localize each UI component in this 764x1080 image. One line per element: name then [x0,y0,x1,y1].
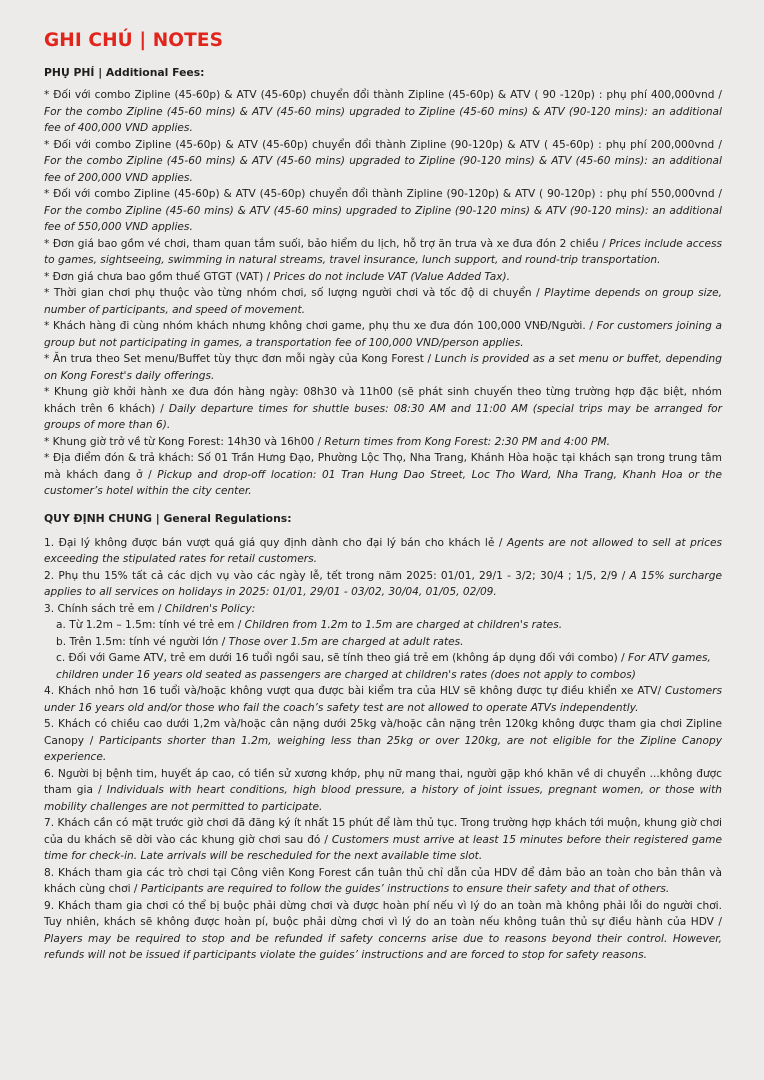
english-text: For the combo Zipline (45-60 mins) & ATV (45-60 mins) upgraded to Zipline (90-120 mins) & ATV (45-60 mins): an additional fee of 200,000 VND applies. [44,155,722,184]
vietnamese-text: b. Trên 1.5m: tính vé người lớn / [56,635,229,648]
english-text: For ATV games, children under 16 years old seated as passengers are charged at children's rates (does not apply to combos) [56,652,711,681]
vietnamese-text: * Đơn giá chưa bao gồm thuế GTGT (VAT) / [44,270,274,283]
vietnamese-text: * Đối với combo Zipline (45-60p) & ATV (45-60p) chuyển đổi thành Zipline (45-60p) & ATV ( 90 -120p) : phụ phí 400,000vnd / [44,89,722,101]
english-text: Prices do not include VAT (Value Added Tax). [273,270,510,283]
vietnamese-text: * Khung giờ khởi hành xe đưa đón hàng ngày: 08h30 và 11h00 (sẽ phát sinh chuyến theo từng trường hợp đặc biệt, nhóm khách trên 6 khách) / [44,386,722,415]
english-text: Return times from Kong Forest: 2:30 PM and 4:00 PM. [324,435,610,448]
regulation-item [44,568,722,601]
regulations-list [44,535,722,964]
vietnamese-text: * Ăn trưa theo Set menu/Buffet tùy thực đơn mỗi ngày của Kong Forest / [44,353,435,365]
english-text: Children's Policy: [164,602,256,615]
vietnamese-text: 5. Khách có chiều cao dưới 1,2m và/hoặc cân nặng dưới 25kg và/hoặc cân nặng trên 120kg không được tham gia chơi Zipline Canopy / [44,718,722,747]
notes-content [44,64,722,964]
vietnamese-text: 6. Người bị bệnh tim, huyết áp cao, có tiền sử xương khớp, phụ nữ mang thai, người gặp khó khăn về di chuyển ...không được tham gia / [44,767,722,796]
page-title: GHI CHÚ | NOTES [44,30,224,51]
fee-item [44,236,722,269]
english-text: Playtime depends on group size, number of participants, and speed of movement. [44,287,723,316]
english-text: Prices include access to games, sightseeing, swimming in natural streams, travel insurance, lunch support, and round-trip transportation. [44,237,722,266]
english-text: For the combo Zipline (45-60 mins) & ATV (45-60 mins) upgraded to Zipline (45-60 mins) & ATV (90-120 mins): an additional fee of 400,000 VND applies. [44,105,722,134]
vietnamese-text: * Đối với combo Zipline (45-60p) & ATV (45-60p) chuyển đổi thành Zipline (90-120p) & ATV ( 90-120p) : phụ phí 550,000vnd / [44,188,722,200]
vietnamese-text: 3. Chính sách trẻ em / [44,602,165,615]
english-text: Pickup and drop-off location: 01 Tran Hung Dao Street, Loc Tho Ward, Nha Trang, Khanh Hoa or the customer’s hotel within the city center. [44,468,723,497]
fee-item [44,269,722,286]
vietnamese-text: c. Đối với Game ATV, trẻ em dưới 16 tuổi ngồi sau, sẽ tính theo giá trẻ em (không áp dụng đối với combo) / [56,652,629,664]
regulation-item [44,617,722,634]
regulation-item [44,865,722,898]
english-text: Lunch is provided as a set menu or buffet, depending on Kong Forest's daily offerings. [44,353,722,382]
english-text: Players may be required to stop and be refunded if safety concerns arise due to reasons beyond their control. However, refunds will not be issued if participants violate the guides’ instructions and are forced to stop for safety reasons. [44,932,722,961]
regulation-item [44,683,722,716]
english-text: Customers must arrive at least 15 minutes before their registered game time for check-in. Late arrivals will be rescheduled for the next available time slot. [44,833,723,862]
regulation-item [44,535,722,568]
vietnamese-text: 9. Khách tham gia chơi có thể bị buộc phải dừng chơi và được hoàn phí nếu vì lý do an toàn mà không phải lỗi do người chơi. Tuy nhiên, khách sẽ không được hoàn pí, buộc phải dừng chơi vì lý do an toàn nếu không tuân thủ sự điều hành của HDV / [44,899,722,928]
fee-item [44,285,722,318]
fee-item [44,87,722,137]
regulation-item [44,601,722,618]
english-text: Participants shorter than 1.2m, weighing less than 25kg or over 120kg, are not eligible for the Zipline Canopy experience. [44,734,722,763]
english-text: Customers under 16 years old and/or those who fail the coach’s safety test are not allowed to operate ATVs independently. [44,685,722,714]
regulation-item [44,815,722,865]
fee-item [44,137,722,187]
vietnamese-text: 2. Phụ thu 15% tất cả các dịch vụ vào các ngày lễ, tết trong năm 2025: 01/01, 29/1 - 3/2; 30/4 ; 1/5, 2/9 / [44,569,630,582]
english-text: A 15% surcharge applies to all services on holidays in 2025: 01/01, 29/01 - 03/02, 30/04, 01/05, 02/09. [44,569,723,598]
english-text: Children from 1.2m to 1.5m are charged at children's rates. [244,619,563,631]
english-text: For the combo Zipline (45-60 mins) & ATV (45-60 mins) upgraded to Zipline (90-120 mins) & ATV (90-120 mins): an additional fee of 550,000 VND applies. [44,204,722,233]
regulation-item [44,650,722,683]
fees-heading: PHỤ PHÍ | Additional Fees: [44,66,205,79]
vietnamese-text: a. Từ 1.2m – 1.5m: tính vé trẻ em / [56,619,245,631]
english-text: Individuals with heart conditions, high blood pressure, a history of joint issues, pregnant women, or those with mobility challenges are not permitted to participate. [44,784,722,813]
english-text: Participants are required to follow the guides’ instructions to ensure their safety and that of others. [140,883,670,895]
regulation-item [44,766,722,816]
vietnamese-text: * Khung giờ trở về từ Kong Forest: 14h30 và 16h00 / [44,435,325,448]
english-text: Agents are not allowed to sell at prices exceeding the stipulated rates for retail customers. [44,536,722,565]
vietnamese-text: * Khách hàng đi cùng nhóm khách nhưng không chơi game, phụ thu xe đưa đón 100,000 VNĐ/Người. / [44,320,597,332]
regulations-heading: QUY ĐỊNH CHUNG | General Regulations: [44,511,292,525]
vietnamese-text: * Địa điểm đón & trả khách: Số 01 Trần Hưng Đạo, Phường Lộc Thọ, Nha Trang, Khánh Hòa hoặc tại khách sạn trong trung tâm mà khách đang ở / [44,452,722,481]
fee-item [44,434,722,451]
vietnamese-text: 8. Khách tham gia các trò chơi tại Công viên Kong Forest cần tuân thủ chỉ dẫn của HDV để đảm bảo an toàn cho bản thân và khách cùng chơi / [44,866,722,895]
english-text: For customers joining a group but not participating in games, a transportation fee of 100,000 VND/person applies. [44,320,722,349]
vietnamese-text: 7. Khách cần có mặt trước giờ chơi đã đăng ký ít nhất 15 phút để làm thủ tục. Trong trường hợp khách tới muộn, khung giờ chơi của du khách sẽ dời vào các khung giờ chơi sau đó / [44,817,722,846]
fee-item [44,318,722,351]
fee-item [44,186,722,236]
vietnamese-text: * Đối với combo Zipline (45-60p) & ATV (45-60p) chuyển đổi thành Zipline (90-120p) & ATV ( 45-60p) : phụ phí 200,000vnd / [44,138,722,151]
english-text: Those over 1.5m are charged at adult rates. [228,635,464,648]
fee-item [44,384,722,434]
english-text: Daily departure times for shuttle buses: 08:30 AM and 11:00 AM (special trips may be arranged for groups of more than 6). [44,402,722,431]
regulation-item [44,898,722,964]
vietnamese-text: * Thời gian chơi phụ thuộc vào từng nhóm chơi, số lượng người chơi và tốc độ di chuyển / [44,287,545,299]
fee-item [44,450,722,500]
regulation-item [44,634,722,651]
vietnamese-text: 1. Đại lý không được bán vượt quá giá quy định dành cho đại lý bán cho khách lẻ / [44,536,507,549]
regulation-item [44,716,722,766]
fees-list [44,87,722,500]
vietnamese-text: 4. Khách nhỏ hơn 16 tuổi và/hoặc không vượt qua được bài kiểm tra của HLV sẽ không được tự điều khiển xe ATV/ [44,685,666,697]
fee-item [44,351,722,384]
vietnamese-text: * Đơn giá bao gồm vé chơi, tham quan tắm suối, bảo hiểm du lịch, hỗ trợ ăn trưa và xe đưa đón 2 chiều / [44,237,610,250]
